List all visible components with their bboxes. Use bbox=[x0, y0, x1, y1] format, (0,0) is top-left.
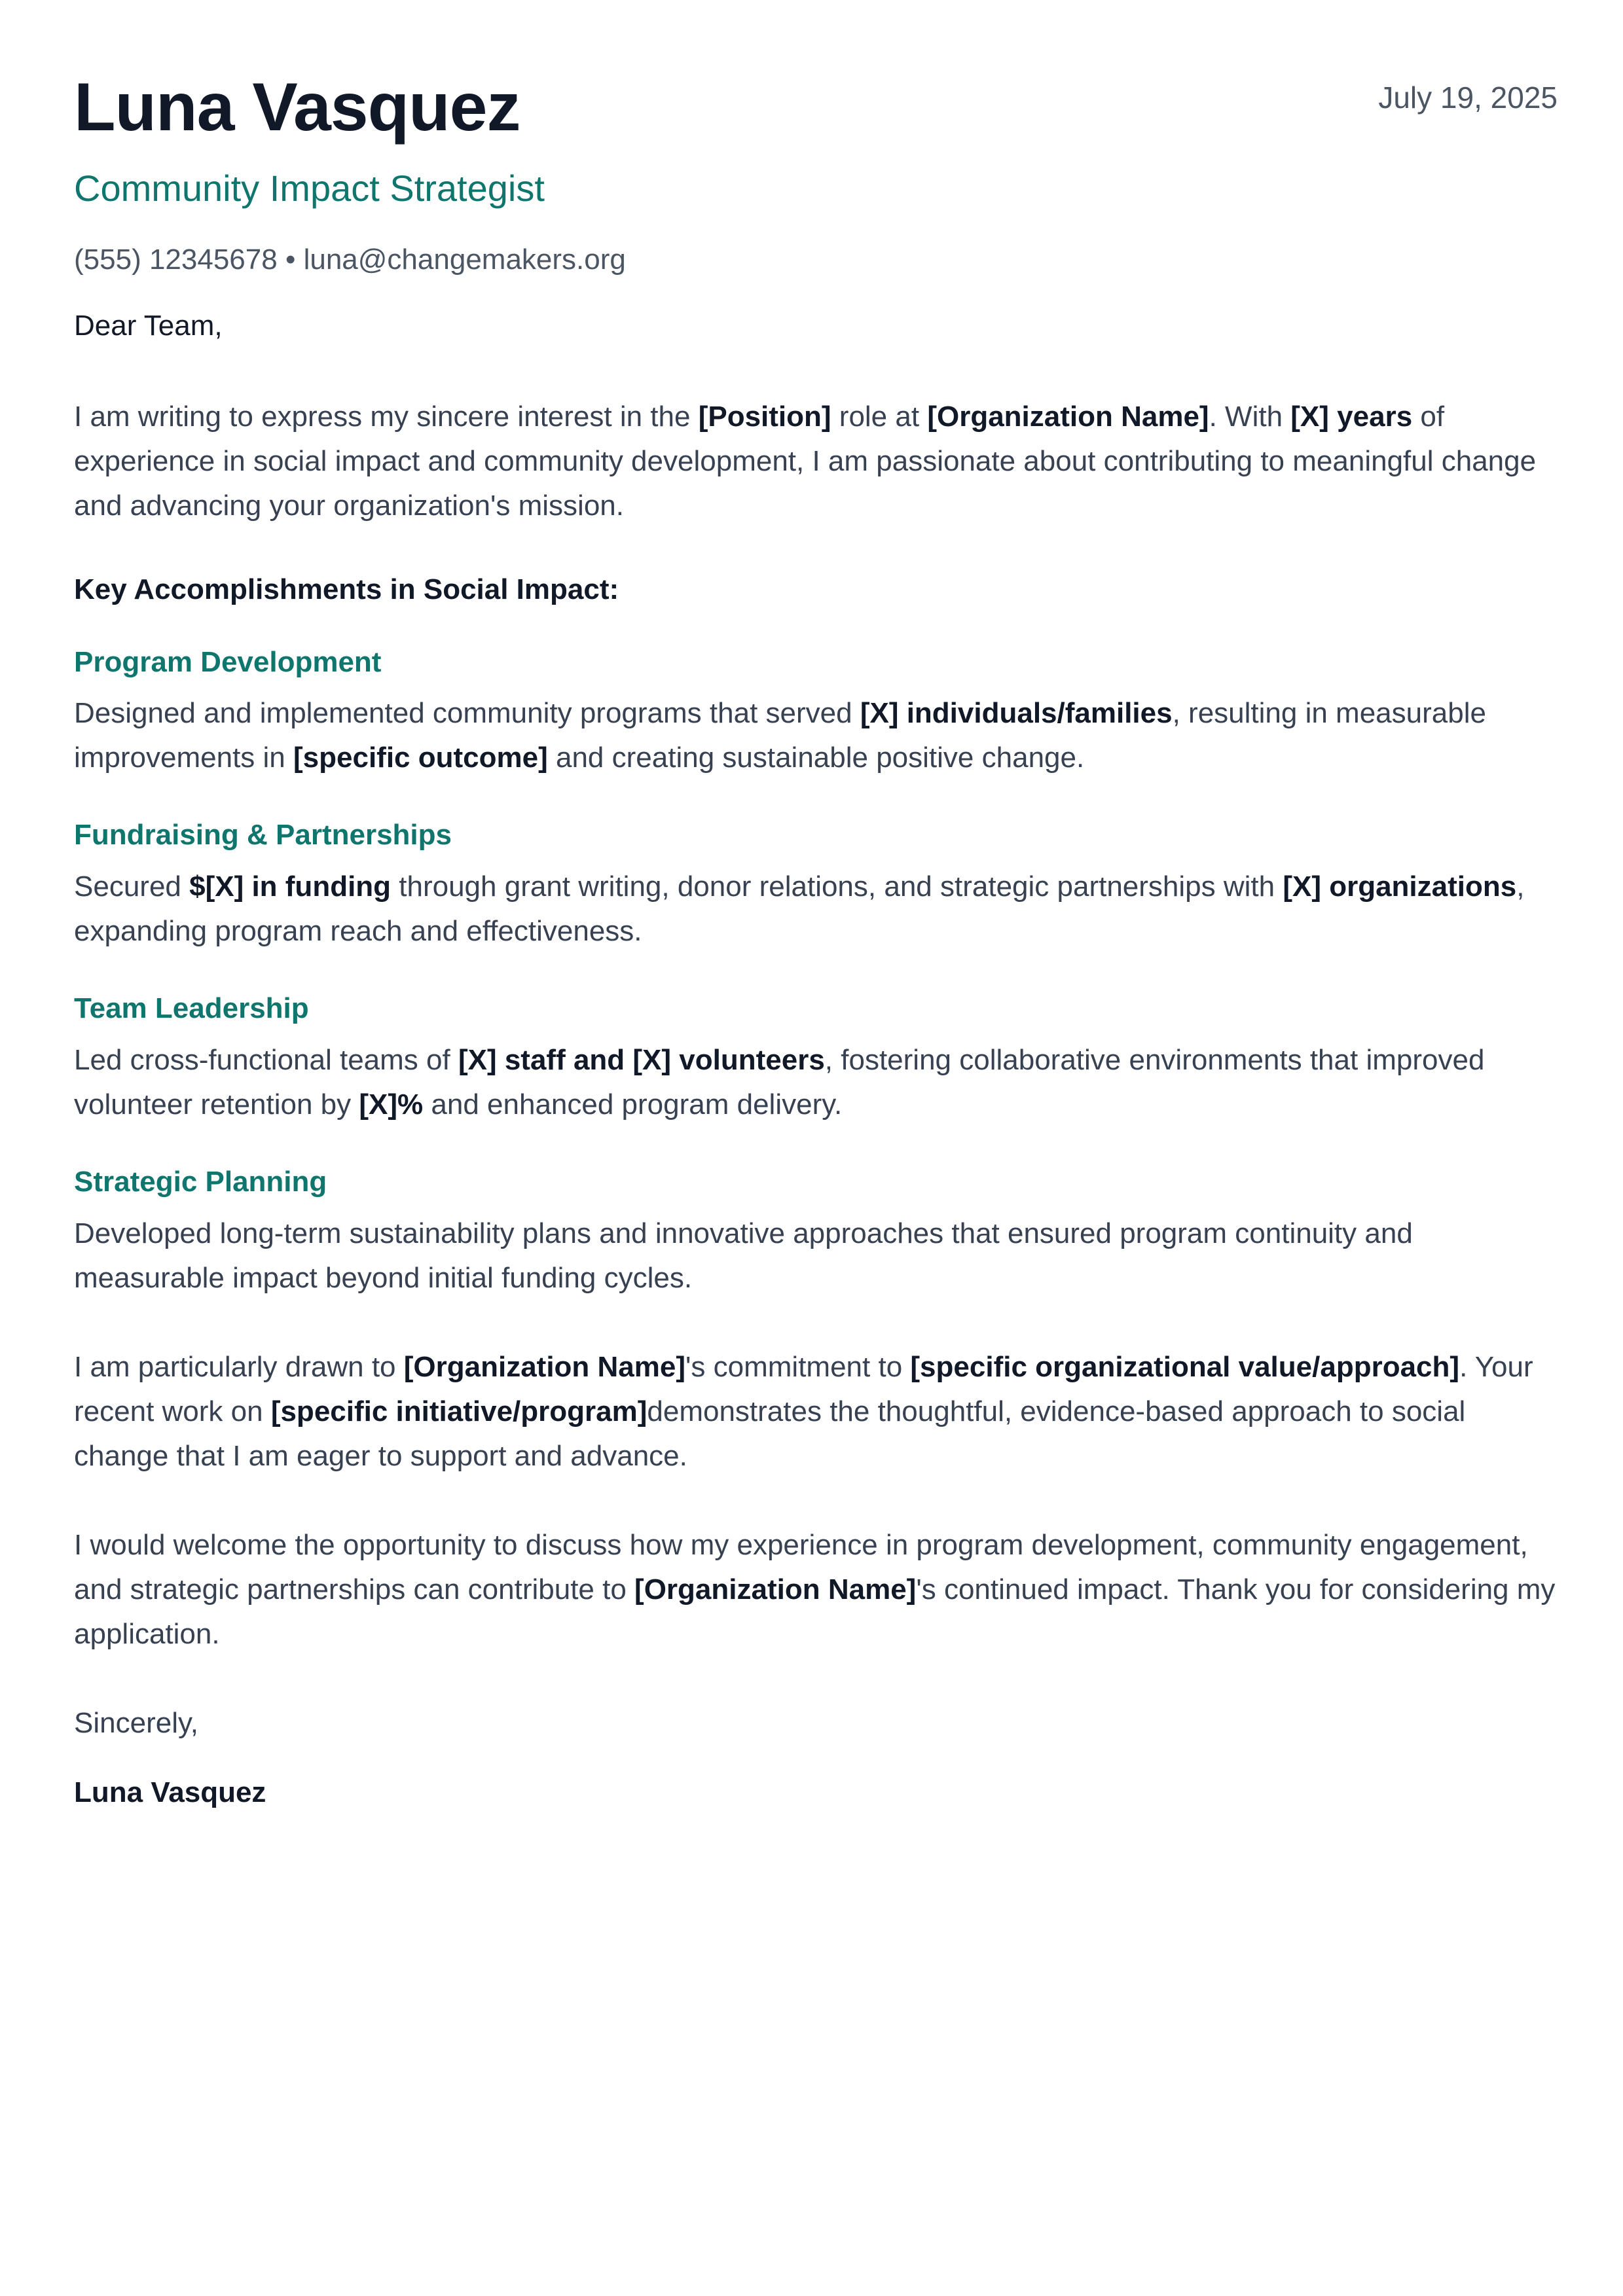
description-text: and creating sustainable positive change. bbox=[547, 742, 1085, 774]
intro-text: I am writing to express my sincere interest in the bbox=[74, 400, 699, 433]
intro-text: . With bbox=[1209, 400, 1291, 433]
placeholder-highlight: [X] individuals/families bbox=[860, 697, 1173, 730]
accomplishment-description bbox=[74, 1211, 1558, 1300]
salutation: Dear Team, bbox=[74, 309, 223, 342]
description-text: , resulting in measurable improvements in bbox=[74, 697, 1486, 774]
accomplishments-heading: Key Accomplishments in Social Impact: bbox=[74, 573, 619, 605]
description-text: , fostering collaborative environments that improved volunteer retention by bbox=[74, 1043, 1485, 1121]
description-text: and enhanced program delivery. bbox=[423, 1088, 843, 1121]
paragraph-text: . Your recent work on bbox=[74, 1350, 1533, 1427]
accomplishment-description bbox=[74, 691, 1558, 780]
placeholder-highlight: [X]% bbox=[359, 1088, 424, 1121]
intro-text: role at bbox=[831, 400, 928, 433]
description-text: through grant writing, donor relations, and strategic partnerships with bbox=[391, 870, 1283, 903]
description-text: , expanding program reach and effectiveness. bbox=[74, 870, 1525, 948]
accomplishment-title: Strategic Planning bbox=[74, 1165, 327, 1198]
cover-letter-page bbox=[74, 0, 1558, 1810]
accomplishment-title: Program Development bbox=[74, 645, 382, 678]
description-text: Developed long-term sustainability plans and innovative approaches that ensured program continuity and measurable impact beyond initial funding cycles. bbox=[74, 1217, 1413, 1294]
accomplishment-item bbox=[74, 1165, 1558, 1300]
email-address: luna@changemakers.org bbox=[303, 243, 626, 276]
description-text: Led cross-functional teams of bbox=[74, 1043, 458, 1076]
interest-paragraph bbox=[74, 1345, 1558, 1479]
description-text: Designed and implemented community programs that served bbox=[74, 697, 860, 730]
letter-date: July 19, 2025 bbox=[1378, 81, 1558, 115]
placeholder-organization: [Organization Name] bbox=[403, 1350, 686, 1383]
closing-paragraph bbox=[74, 1523, 1558, 1657]
intro-text: of experience in social impact and community development, I am passionate about contributing to meaningful change and advancing your organization's mission. bbox=[74, 400, 1537, 522]
paragraph-text: I would welcome the opportunity to discuss how my experience in program development, community engagement, and strategic partnerships can contribute to bbox=[74, 1528, 1528, 1605]
phone-number: (555) 12345678 bbox=[74, 243, 278, 276]
placeholder-organization: [Organization Name] bbox=[634, 1573, 917, 1605]
signature-name: Luna Vasquez bbox=[74, 1776, 266, 1808]
accomplishment-title: Fundraising & Partnerships bbox=[74, 819, 452, 852]
closing-salutation: Sincerely, bbox=[74, 1706, 198, 1739]
placeholder-position: [Position] bbox=[698, 400, 831, 433]
placeholder-value: [specific organizational value/approach] bbox=[910, 1350, 1460, 1383]
placeholder-highlight: $[X] in funding bbox=[189, 870, 392, 903]
description-text: Secured bbox=[74, 870, 190, 903]
accomplishment-item bbox=[74, 992, 1558, 1127]
placeholder-organization: [Organization Name] bbox=[927, 400, 1209, 433]
paragraph-text: demonstrates the thoughtful, evidence-based approach to social change that I am eager to support and advance. bbox=[74, 1395, 1466, 1472]
accomplishment-description bbox=[74, 865, 1558, 954]
intro-paragraph bbox=[74, 395, 1558, 528]
accomplishment-item bbox=[74, 818, 1558, 954]
contact-separator: • bbox=[277, 243, 304, 276]
placeholder-highlight: [X] staff and [X] volunteers bbox=[458, 1043, 825, 1076]
placeholder-initiative: [specific initiative/program] bbox=[270, 1395, 647, 1427]
placeholder-years: [X] years bbox=[1290, 400, 1413, 433]
paragraph-text: 's commitment to bbox=[685, 1350, 911, 1383]
paragraph-text: 's continued impact. Thank you for considering my application. bbox=[74, 1573, 1556, 1650]
applicant-title: Community Impact Strategist bbox=[74, 168, 545, 209]
paragraph-text: I am particularly drawn to bbox=[74, 1350, 404, 1383]
placeholder-highlight: [X] organizations bbox=[1283, 870, 1517, 903]
applicant-name: Luna Vasquez bbox=[74, 69, 520, 145]
contact-info bbox=[74, 243, 1558, 278]
accomplishment-item bbox=[74, 645, 1558, 781]
placeholder-highlight: [specific outcome] bbox=[293, 742, 548, 774]
letter-header bbox=[74, 0, 1558, 278]
accomplishment-title: Team Leadership bbox=[74, 992, 309, 1025]
accomplishment-description bbox=[74, 1038, 1558, 1127]
